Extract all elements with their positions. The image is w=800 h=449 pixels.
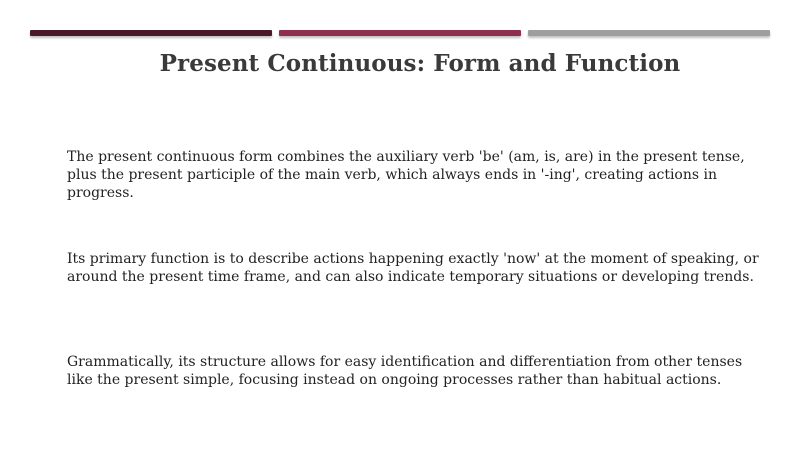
paragraph-form: The present continuous form combines the auxiliary verb 'be' (am, is, are) in the present tense, plus the present participle of the main verb, which always ends in '-ing', creating actions in progress. [67,149,745,201]
accent-bar-gray [528,30,770,36]
slide-title: Present Continuous: Form and Function [159,50,681,77]
accent-bar-dark [30,30,272,36]
paragraph-structure: Grammatically, its structure allows for easy identification and differentiation from other tenses like the present simple, focusing instead on ongoing processes rather than habitual actions. [67,354,743,388]
paragraph-function: Its primary function is to describe actions happening exactly 'now' at the moment of speaking, or around the present time frame, and can also indicate temporary situations or developing trends. [67,251,759,285]
accent-bar-magenta [279,30,521,36]
